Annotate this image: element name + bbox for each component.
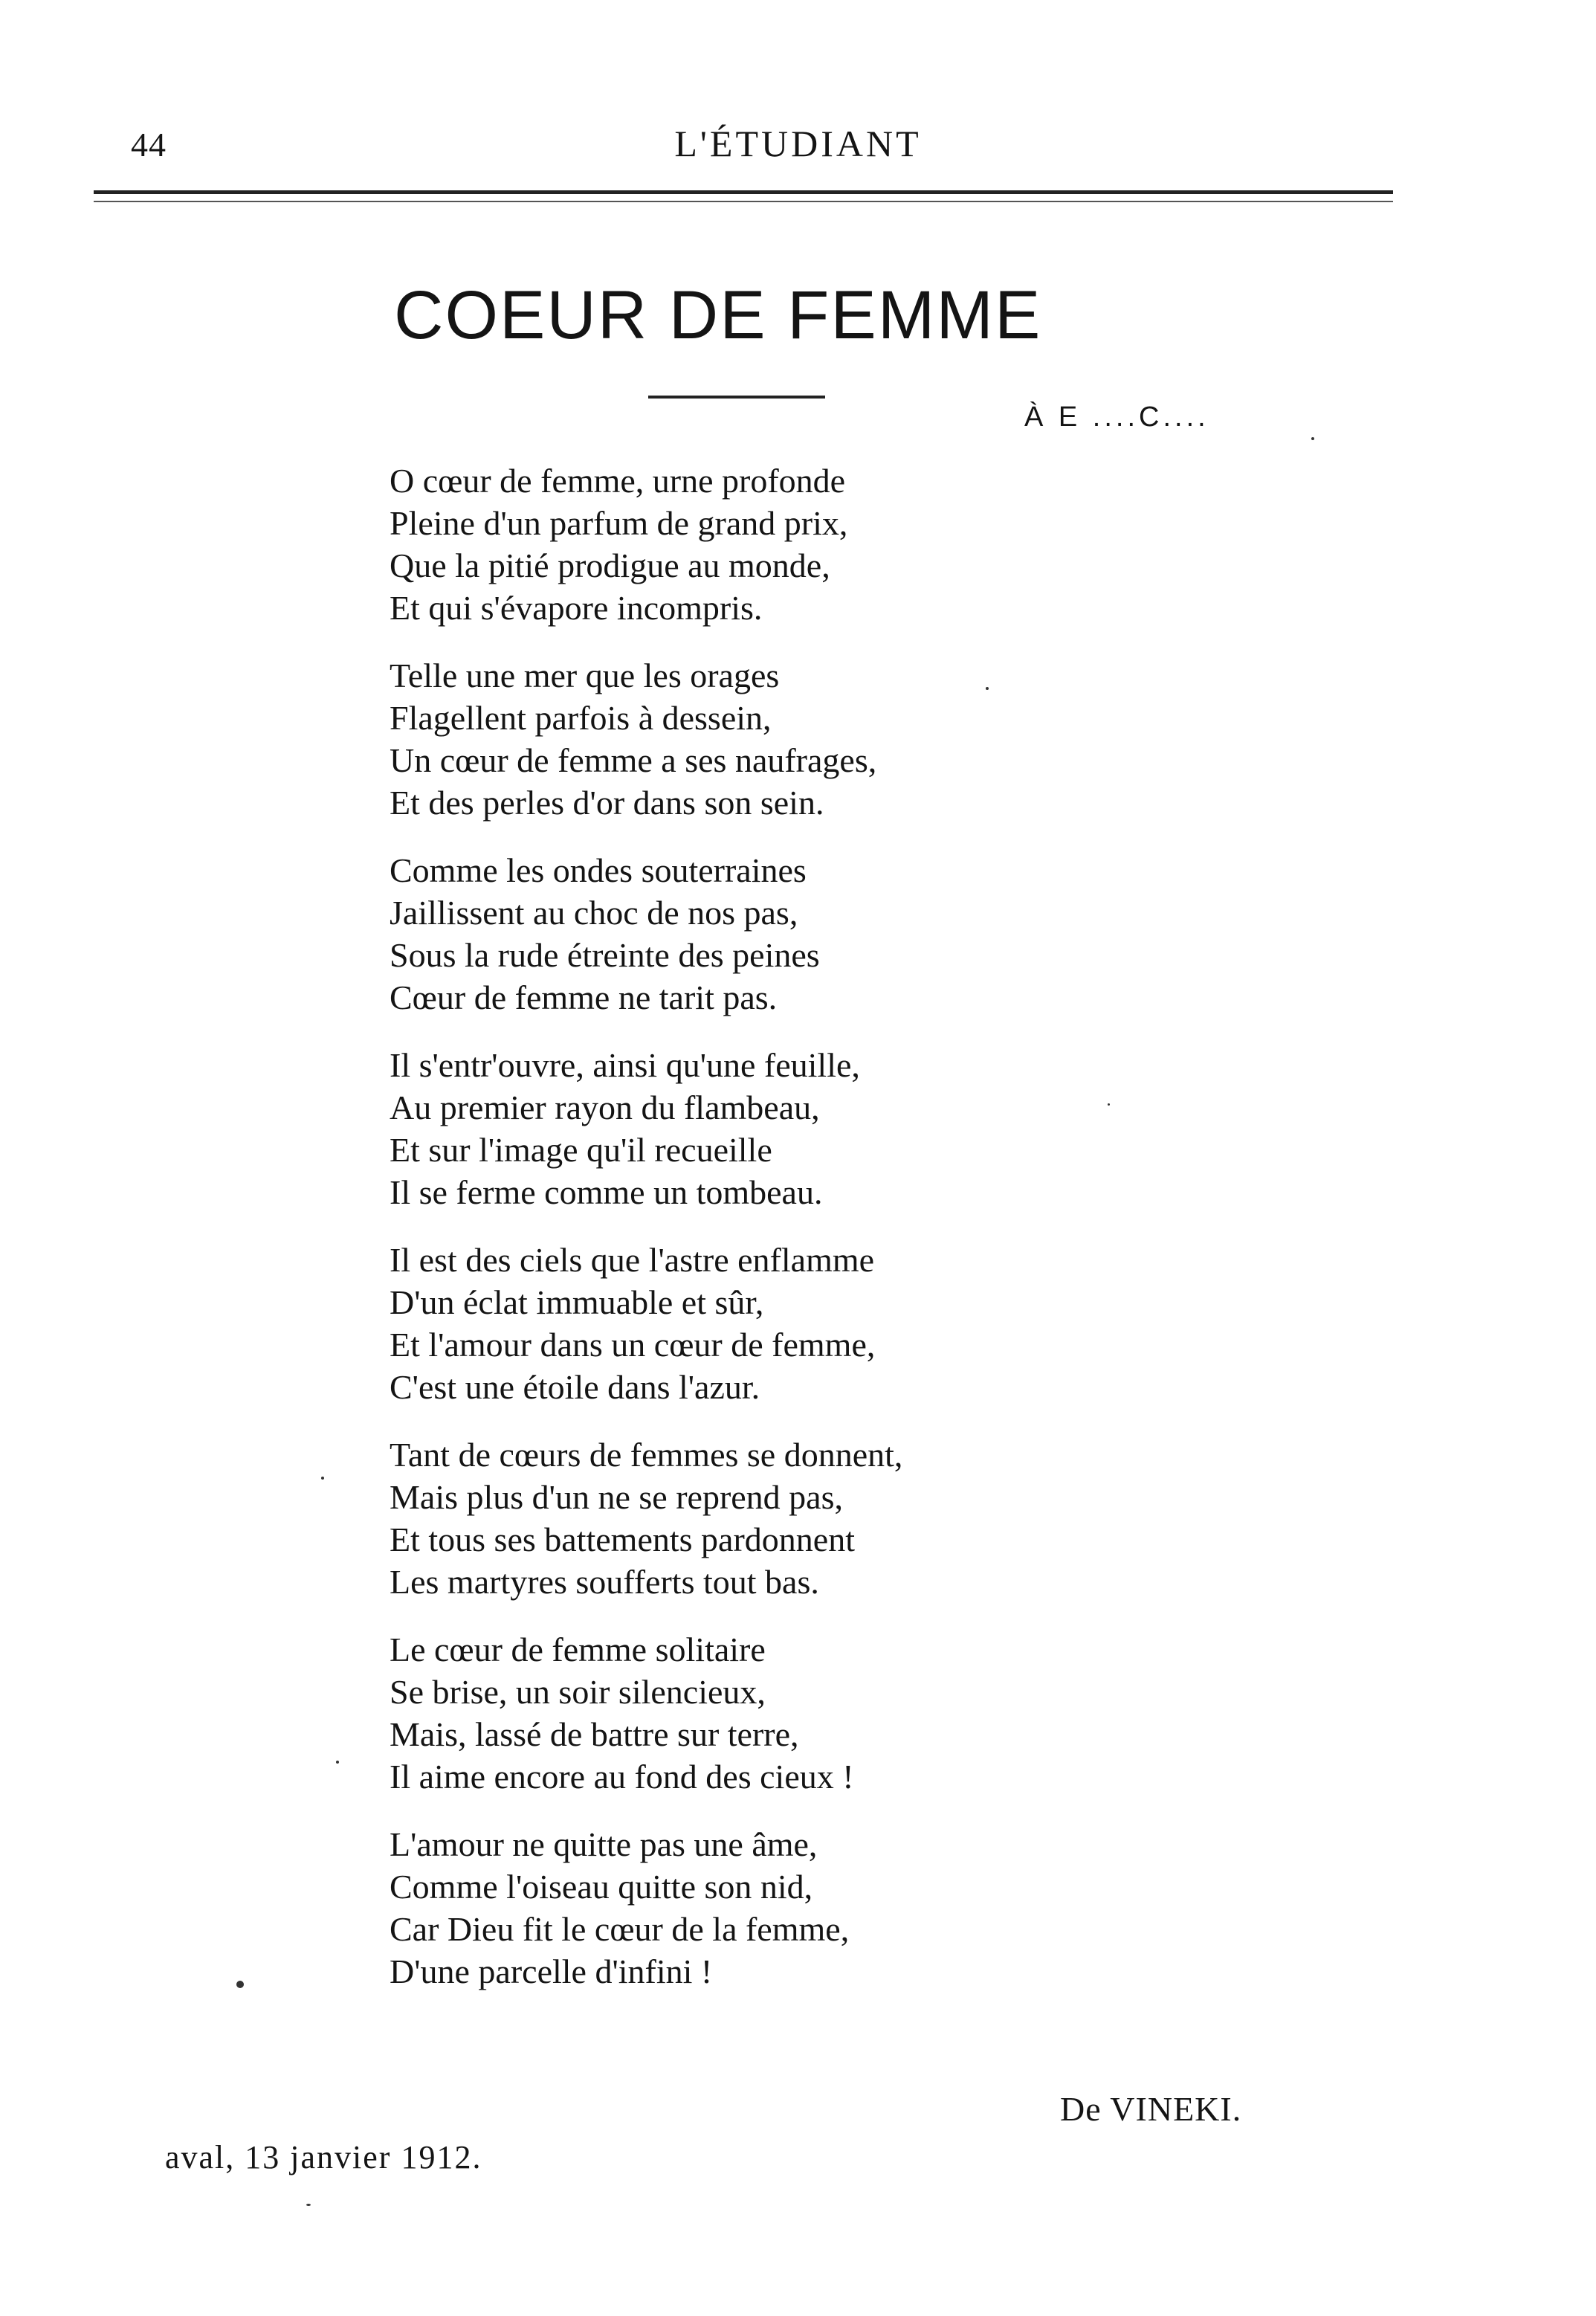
poem-title: COEUR DE FEMME xyxy=(394,277,1042,353)
verse-line: Se brise, un soir silencieux, xyxy=(390,1673,766,1711)
header-rule-thin xyxy=(94,201,1393,202)
ink-speck xyxy=(306,2204,311,2206)
verse-line: L'amour ne quitte pas une âme, xyxy=(390,1825,818,1863)
page-number: 44 xyxy=(131,126,167,164)
running-title: L'ÉTUDIANT xyxy=(674,123,922,164)
verse-line: Car Dieu fit le cœur de la femme, xyxy=(390,1910,850,1948)
verse-line: Il aime encore au fond des cieux ! xyxy=(390,1758,854,1796)
verse-line: Telle une mer que les orages xyxy=(390,657,780,694)
verse-line: Tant de cœurs de femmes se donnent, xyxy=(390,1436,903,1474)
verse-line: Et des perles d'or dans son sein. xyxy=(390,784,824,822)
verse-line: Il se ferme comme un tombeau. xyxy=(390,1173,823,1211)
verse-line: Le cœur de femme solitaire xyxy=(390,1630,766,1668)
verse-line: C'est une étoile dans l'azur. xyxy=(390,1368,760,1406)
ink-speck xyxy=(986,687,989,690)
verse-line: Et sur l'image qu'il recueille xyxy=(390,1131,772,1169)
stanza xyxy=(390,1239,1282,1408)
verse-line: Les martyres soufferts tout bas. xyxy=(390,1563,819,1601)
verse-line: Que la pitié prodigue au monde, xyxy=(390,546,830,584)
ink-speck xyxy=(321,1477,324,1480)
ink-speck xyxy=(1311,437,1314,440)
ink-speck xyxy=(1108,1103,1110,1106)
verse-line: Sous la rude étreinte des peines xyxy=(390,936,820,974)
stanza xyxy=(390,1628,1282,1798)
verse-line: Et tous ses battements pardonnent xyxy=(390,1520,855,1558)
poem-body xyxy=(390,459,1282,2018)
dateline: aval, 13 janvier 1912. xyxy=(165,2139,482,2175)
verse-line: Mais, lassé de battre sur terre, xyxy=(390,1715,799,1753)
ink-speck xyxy=(236,1981,244,1988)
stanza xyxy=(390,459,1282,629)
verse-line: Mais plus d'un ne se reprend pas, xyxy=(390,1478,843,1516)
stanza xyxy=(390,1433,1282,1603)
author-signature: De VINEKI. xyxy=(1060,2090,1242,2128)
verse-line: Il est des ciels que l'astre enflamme xyxy=(390,1241,875,1279)
verse-line: Flagellent parfois à dessein, xyxy=(390,699,772,737)
ink-speck xyxy=(336,1761,339,1764)
verse-line: D'un éclat immuable et sûr, xyxy=(390,1283,764,1321)
verse-line: Jaillissent au choc de nos pas, xyxy=(390,894,798,932)
stanza xyxy=(390,1823,1282,1993)
title-divider xyxy=(648,396,825,399)
header-rule xyxy=(94,190,1393,194)
verse-line: D'une parcelle d'infini ! xyxy=(390,1952,713,1990)
stanza xyxy=(390,849,1282,1019)
verse-line: Au premier rayon du flambeau, xyxy=(390,1088,820,1126)
verse-line: Il s'entr'ouvre, ainsi qu'une feuille, xyxy=(390,1046,860,1084)
verse-line: O cœur de femme, urne profonde xyxy=(390,462,846,500)
verse-line: Cœur de femme ne tarit pas. xyxy=(390,978,778,1016)
verse-line: Et qui s'évapore incompris. xyxy=(390,589,763,627)
stanza xyxy=(390,654,1282,824)
dedication: À E ....C.... xyxy=(1024,401,1209,433)
verse-line: Comme l'oiseau quitte son nid, xyxy=(390,1868,813,1906)
verse-line: Et l'amour dans un cœur de femme, xyxy=(390,1326,876,1364)
stanza xyxy=(390,1044,1282,1213)
verse-line: Un cœur de femme a ses naufrages, xyxy=(390,741,877,779)
verse-line: Comme les ondes souterraines xyxy=(390,851,807,889)
verse-line: Pleine d'un parfum de grand prix, xyxy=(390,504,848,542)
